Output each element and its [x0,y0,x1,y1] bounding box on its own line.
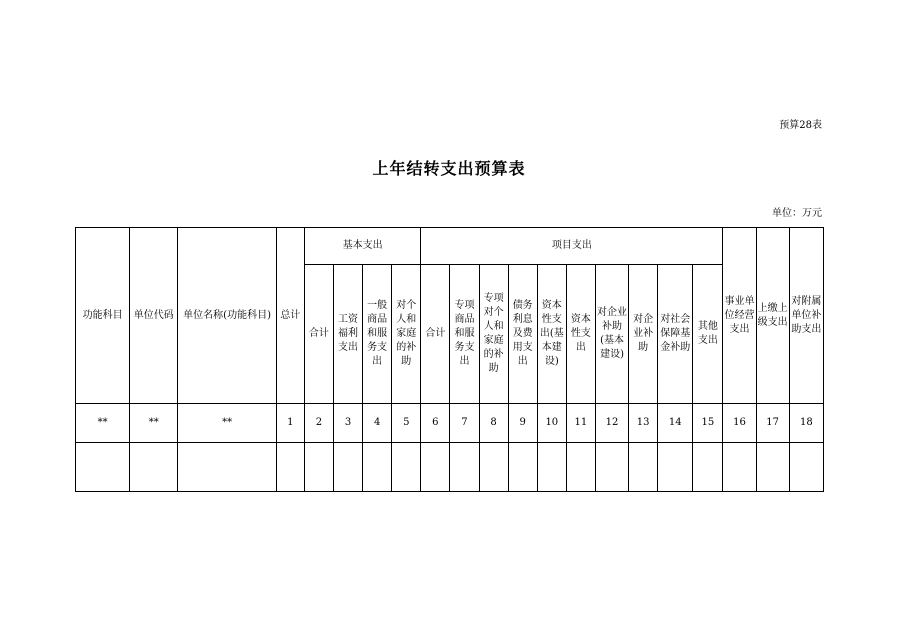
index-cell: 12 [595,404,628,443]
index-cell: 10 [537,404,566,443]
form-number: 预算28表 [779,120,822,131]
index-cell: 5 [392,404,421,443]
data-cell [421,443,450,492]
data-cell [658,443,693,492]
index-cell: 7 [450,404,479,443]
header-row-groups [76,228,824,265]
index-cell: 11 [566,404,595,443]
index-cell: 14 [658,404,693,443]
index-cell: 13 [629,404,658,443]
index-cell: 17 [756,404,789,443]
data-cell [276,443,304,492]
header-unit-name: 单位名称(功能科目) [178,228,276,404]
index-row [76,404,824,443]
index-cell: 8 [479,404,508,443]
header-affiliated-subsidy: 对附属单位补助支出 [789,228,823,404]
header-basic-goods-services: 一般商品和服务支出 [363,265,392,404]
index-cell: 6 [421,404,450,443]
data-cell [537,443,566,492]
data-cell [479,443,508,492]
index-cell: 9 [508,404,537,443]
header-project-subtotal: 合计 [421,265,450,404]
header-project-capital-construction: 资本性支出(基本建设) [537,265,566,404]
unit-label: 单位：万元 [772,208,822,219]
header-project-enterprise-construction: 对企业补助(基本建设) [595,265,628,404]
header-project-goods-services: 专项商品和服务支出 [450,265,479,404]
index-cell: 1 [276,404,304,443]
index-cell: ** [76,404,130,443]
index-cell: ** [178,404,276,443]
header-project-debt-interest: 债务利息及费用支出 [508,265,537,404]
header-project-household-subsidy: 专项对个人和家庭的补助 [479,265,508,404]
page-title: 上年结转支出预算表 [372,159,526,178]
data-cell [508,443,537,492]
data-cell [566,443,595,492]
data-cell [595,443,628,492]
header-function-subject: 功能科目 [76,228,130,404]
data-cell [130,443,178,492]
index-cell: 3 [333,404,362,443]
data-cell [450,443,479,492]
header-project-capital: 资本性支出 [566,265,595,404]
data-cell [629,443,658,492]
header-total: 总计 [276,228,304,404]
data-cell [789,443,823,492]
header-project-other: 其他支出 [693,265,723,404]
data-row [76,443,824,492]
header-basic-wages: 工资福利支出 [333,265,362,404]
index-cell: 16 [723,404,756,443]
data-cell [693,443,723,492]
header-basic-household-subsidy: 对个人和家庭的补助 [392,265,421,404]
header-basic-subtotal: 合计 [304,265,333,404]
header-project-enterprise-subsidy: 对企业补助 [629,265,658,404]
header-upper-level-expenditure: 上缴上级支出 [756,228,789,404]
data-cell [178,443,276,492]
data-cell [756,443,789,492]
header-enterprise-expenditure: 事业单位经营支出 [723,228,756,404]
index-cell: 4 [363,404,392,443]
header-unit-code: 单位代码 [130,228,178,404]
header-basic-expenditure: 基本支出 [304,228,420,265]
index-cell: 15 [693,404,723,443]
data-cell [392,443,421,492]
data-cell [333,443,362,492]
data-cell [76,443,130,492]
data-cell [723,443,756,492]
header-project-expenditure: 项目支出 [421,228,723,265]
header-project-social-security: 对社会保障基金补助 [658,265,693,404]
index-cell: 18 [789,404,823,443]
index-cell: 2 [304,404,333,443]
data-cell [304,443,333,492]
data-cell [363,443,392,492]
index-cell: ** [130,404,178,443]
budget-table [75,227,824,492]
